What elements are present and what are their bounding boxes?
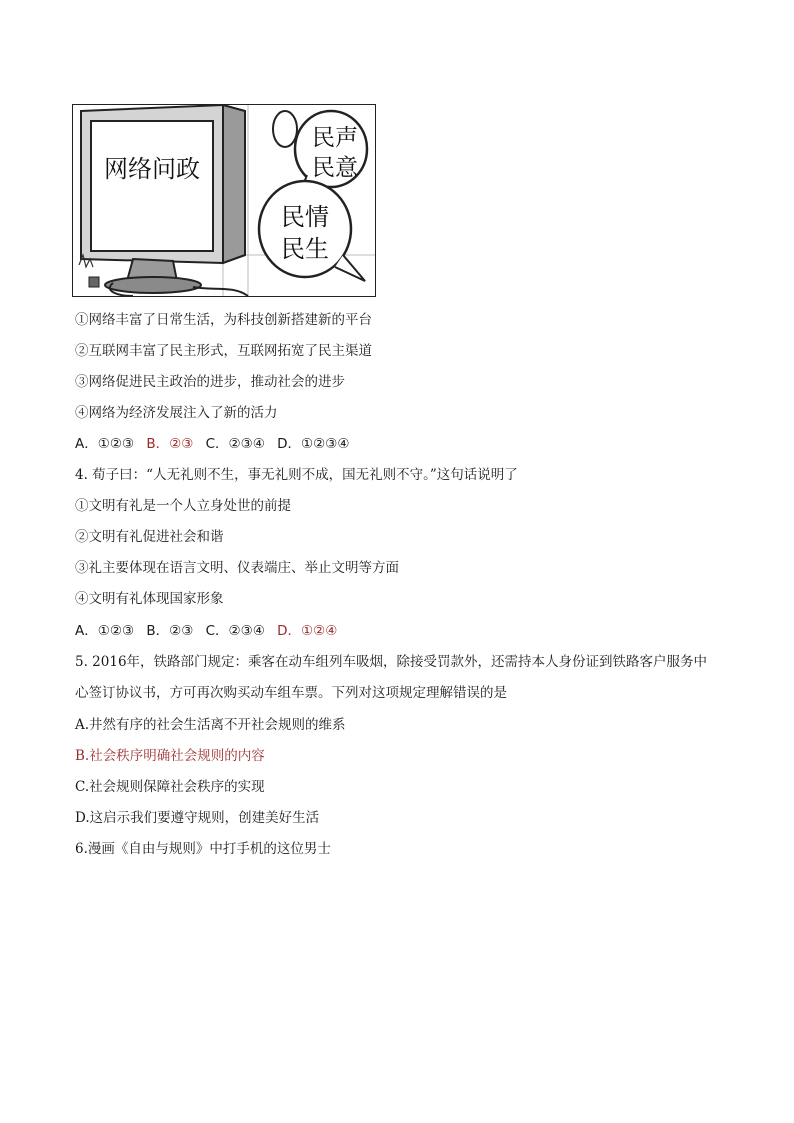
q4-option-d[interactable]: D．①②④: [277, 623, 338, 639]
q5-option-b[interactable]: B.社会秩序明确社会规则的内容: [75, 748, 265, 764]
q4-option-b[interactable]: B．②③: [146, 623, 194, 639]
bubble1-line2: 民意: [312, 155, 358, 181]
q3-statement-2: ②互联网丰富了民主形式，互联网拓宽了民主渠道: [75, 343, 372, 359]
q4-statement-3: ③礼主要体现在语言文明、仪表端庄、举止文明等方面: [75, 560, 399, 576]
q5-option-c[interactable]: C.社会规则保障社会秩序的实现: [75, 779, 265, 795]
q4-statement-2: ②文明有礼促进社会和谐: [75, 529, 224, 545]
q5-stem-line2: 心签订协议书，方可再次购买动车组车票。下列对这项规定理解错误的是: [75, 685, 507, 701]
q3-option-b[interactable]: B．②③: [146, 436, 194, 452]
q3-option-c[interactable]: C．②③④: [205, 436, 265, 452]
q3-statement-4: ④网络为经济发展注入了新的活力: [75, 405, 278, 421]
q4-statement-4: ④文明有礼体现国家形象: [75, 591, 224, 607]
q4-options: [75, 622, 345, 640]
bubble1-line1: 民声: [312, 125, 358, 151]
q5-option-a[interactable]: A.井然有序的社会生活离不开社会规则的维系: [75, 717, 346, 733]
cartoon-illustration: [72, 104, 376, 297]
screen-text: 网络问政: [104, 155, 200, 183]
q6-stem: 6.漫画《自由与规则》中打手机的这位男士: [75, 841, 331, 857]
q5-stem-line1: 5. 2016年，铁路部门规定：乘客在动车组列车吸烟，除接受罚款外，还需持本人身份证到铁路客户服务中: [75, 654, 708, 670]
q3-statement-1: ①网络丰富了日常生活，为科技创新搭建新的平台: [75, 312, 372, 328]
bubble2-line2: 民生: [281, 235, 329, 263]
cartoon-drawing: [73, 105, 375, 296]
q3-statement-3: ③网络促进民主政治的进步，推动社会的进步: [75, 374, 345, 390]
q4-option-c[interactable]: C．②③④: [205, 623, 265, 639]
q3-option-a[interactable]: A．①②③: [75, 436, 135, 452]
q3-options: [75, 435, 357, 453]
q4-statement-1: ①文明有礼是一个人立身处世的前提: [75, 498, 291, 514]
q4-option-a[interactable]: A．①②③: [75, 623, 135, 639]
bubble2-line1: 民情: [281, 203, 329, 231]
q4-stem: 4. 荀子曰：“人无礼则不生，事无礼则不成，国无礼则不守。”这句话说明了: [75, 467, 518, 483]
q5-option-d[interactable]: D.这启示我们要遵守规则，创建美好生活: [75, 810, 320, 826]
q3-option-d[interactable]: D．①②③④: [277, 436, 350, 452]
